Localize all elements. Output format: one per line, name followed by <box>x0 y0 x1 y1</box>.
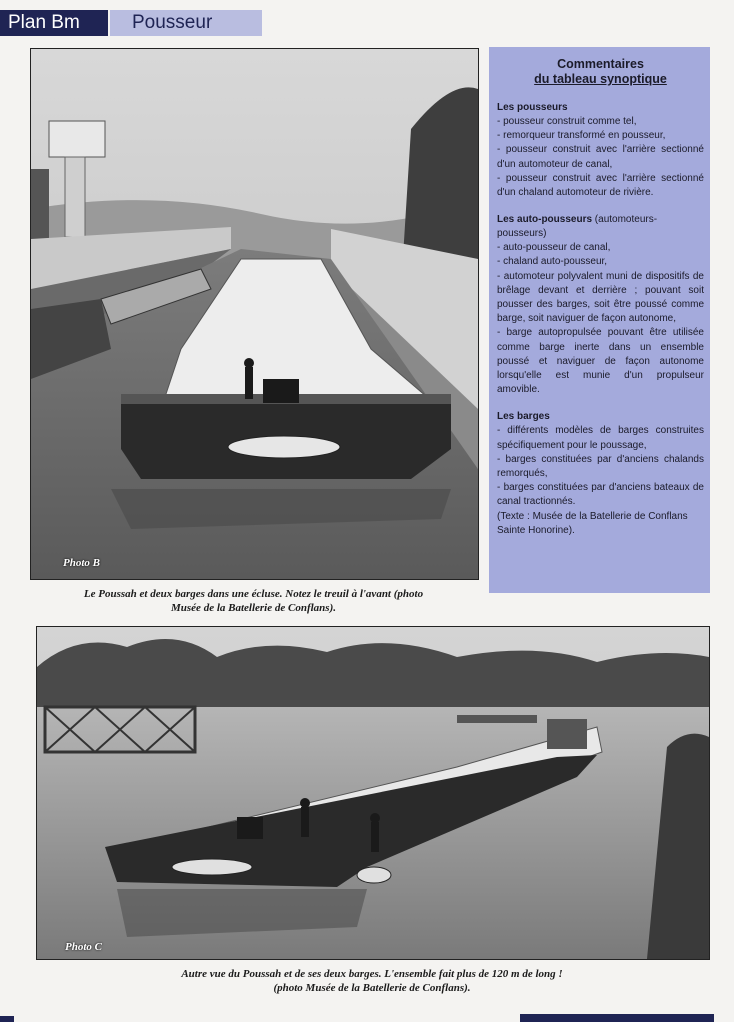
photo-b-caption-line1: Le Poussah et deux barges dans une écluse. Notez le treuil à l'avant (photo <box>83 588 424 600</box>
list-item: - barge autopropulsée pouvant être utilisée comme barge inerte dans un ensemble poussé et naviguer de façon autonome lorsqu'elle est munie d'un propulseur amovible. <box>497 327 704 396</box>
photo-b-label: Photo B <box>63 557 100 569</box>
photo-b <box>30 48 479 580</box>
subject-tag: Pousseur <box>110 10 262 36</box>
list-item: - pousseur construit comme tel, <box>497 116 637 127</box>
photo-b-caption-line2: Musée de la Batellerie de Conflans). <box>171 602 336 614</box>
commentary-title-line2: du tableau synoptique <box>534 72 667 86</box>
list-item: - différents modèles de barges construites spécifiquement pour le poussage, <box>497 425 704 451</box>
footer-bar <box>520 1014 714 1022</box>
photo-c-label: Photo C <box>65 941 102 953</box>
page-number-bar <box>0 1016 14 1022</box>
photo-c <box>36 626 710 960</box>
section-title <box>497 213 704 241</box>
list-item: - remorqueur transformé en pousseur, <box>497 130 666 142</box>
section-pousseurs <box>497 101 704 200</box>
list-item: - chaland auto-pousseur, <box>497 256 608 268</box>
photo-b-image <box>31 49 478 579</box>
commentary-title <box>497 57 704 87</box>
plan-tag: Plan Bm <box>0 10 108 36</box>
section-auto-pousseurs <box>497 213 704 397</box>
list-item: - barges constituées par d'anciens bateaux de canal tractionnés. <box>497 482 704 508</box>
photo-c-image <box>37 627 709 959</box>
commentary-source: (Texte : Musée de la Batellerie de Conflans Sainte Honorine). <box>497 510 688 536</box>
section-title-text: Les barges <box>497 411 550 423</box>
list-item: - automoteur polyvalent muni de dispositifs de brêlage devant et derrière ; pouvant soit pousser des barges, soit être poussé comme barge, soit naviguer de façon autonome, <box>497 270 704 325</box>
section-title <box>497 410 704 424</box>
photo-c-caption-line2: (photo Musée de la Batellerie de Conflans). <box>273 982 471 994</box>
photo-c-caption <box>36 967 708 995</box>
commentary-title-line1: Commentaires <box>557 57 644 71</box>
section-title-text: Les auto-pousseurs <box>497 214 593 226</box>
photo-c-caption-line1: Autre vue du Poussah et de ses deux barges. L'ensemble fait plus de 120 m de long ! <box>181 968 563 980</box>
photo-b-caption <box>30 587 477 615</box>
section-barges <box>497 410 704 538</box>
list-item: - barges constituées par d'anciens chalands remorqués, <box>497 453 704 480</box>
list-item: - pousseur construit avec l'arrière sectionné d'un automoteur de canal, <box>497 144 704 170</box>
section-title-extra: (automoteurs-pousseurs) <box>497 214 658 240</box>
list-item: - pousseur construit avec l'arrière sectionné d'un chaland automoteur de rivière. <box>497 172 704 199</box>
page-header <box>0 10 262 36</box>
commentary-box <box>489 47 710 593</box>
list-item: - auto-pousseur de canal, <box>497 242 611 254</box>
section-title-text: Les pousseurs <box>497 102 568 113</box>
section-title <box>497 101 704 115</box>
